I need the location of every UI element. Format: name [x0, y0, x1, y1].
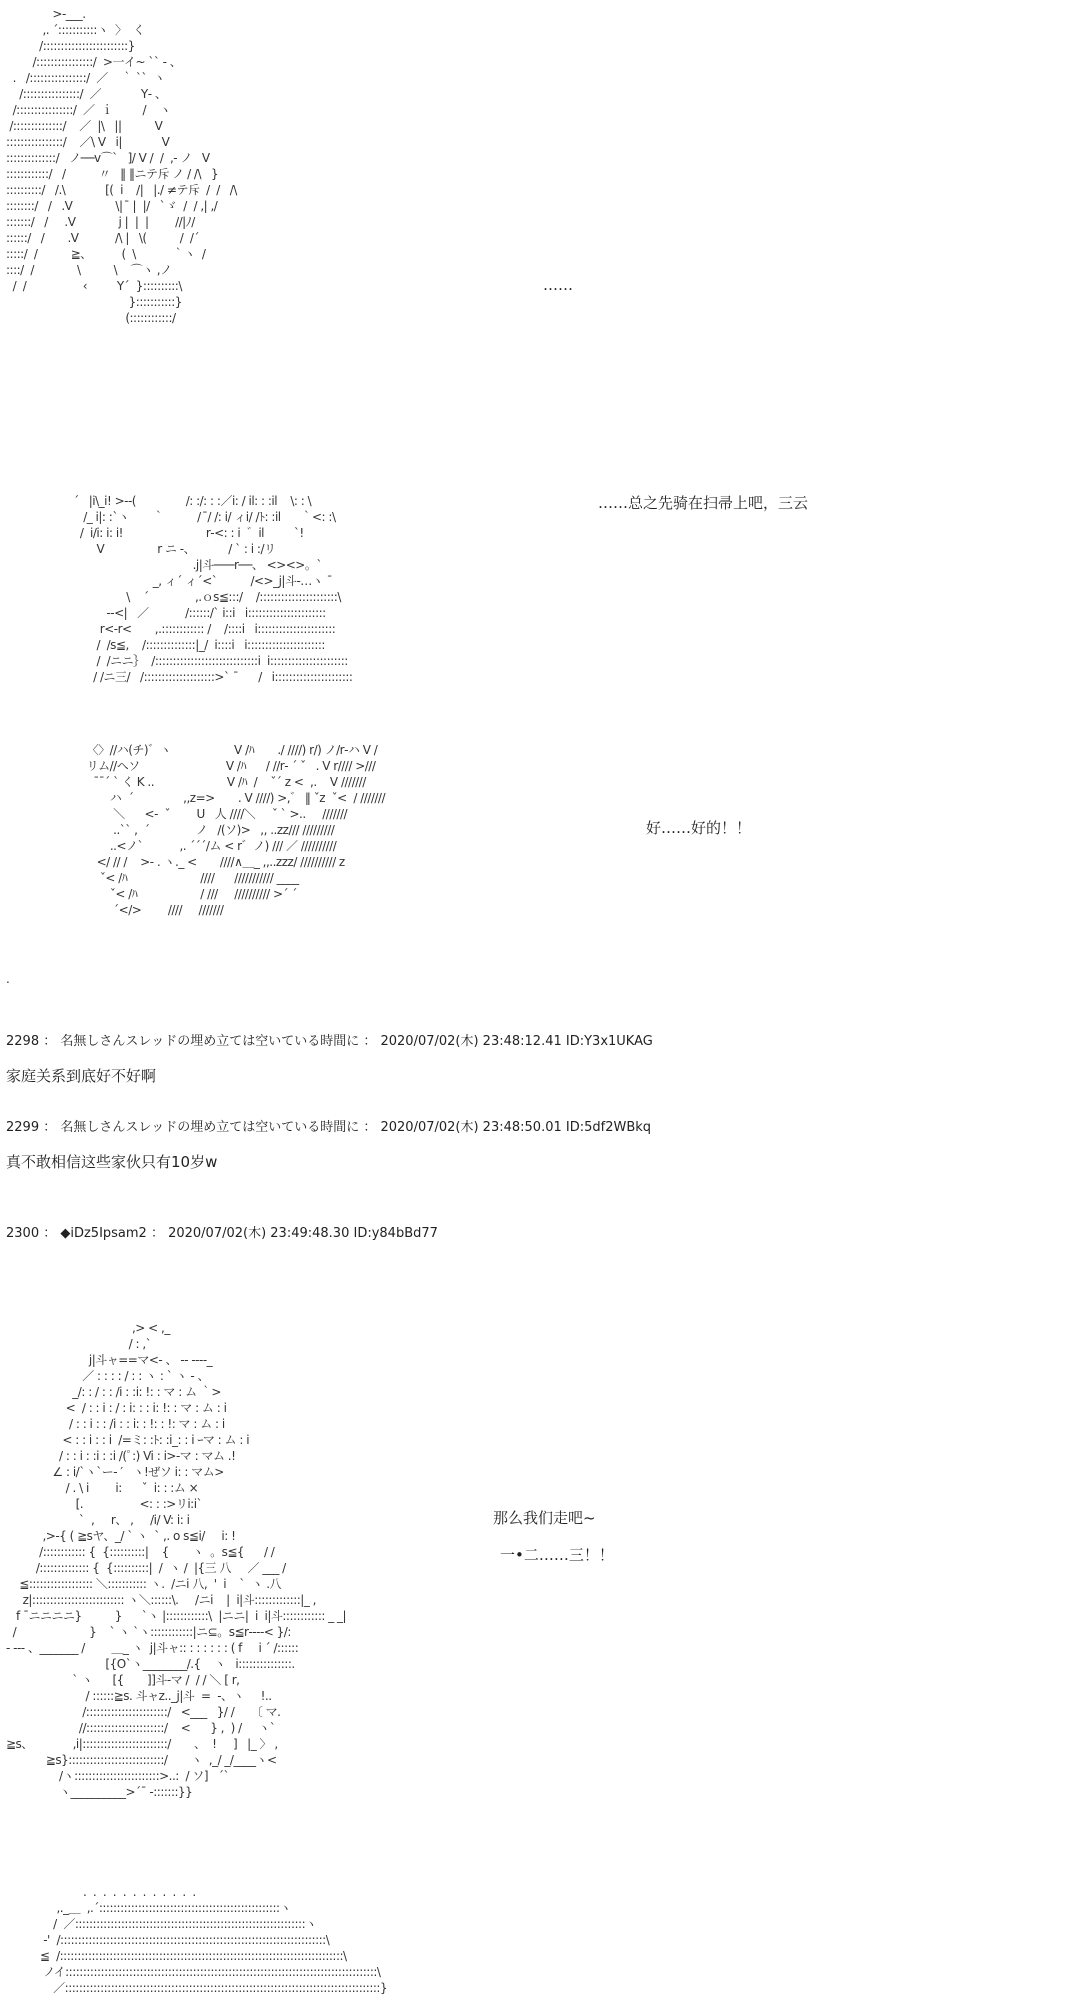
- dialogue-ride-broom: ……总之先骑在扫帚上吧，三云: [598, 494, 809, 512]
- post-body-2299: 真不敢相信这些家伙只有10岁w: [6, 1153, 218, 1171]
- dialogue-ellipsis: ……: [543, 276, 573, 294]
- post-header-2299: 2299 ： 名無しさんスレッドの埋め立ては空いている時間に ： 2020/07/02(木) 23:48:50.01 ID:5df2WBkq: [6, 1120, 652, 1135]
- stray-dot: .: [6, 972, 10, 986]
- post-header-2298: 2298 ： 名無しさんスレッドの埋め立ては空いている時間に ： 2020/07/02(木) 23:48:12.41 ID:Y3x1UKAG: [6, 1034, 653, 1049]
- ascii-art-panel-hair-closeup: >-___. ,. ´:::::::::::ヽ 〉 く /::::::::::::::::::::::::} /::::::::::::::::/ >一イ~ `` ‐ 、 . /::::::::::::::::/ ／ ｀ `` ヽ /::::::::::::::::/ ／ Y‐ 、 /::::::::::::::::/ ／ ｉ / ヽ /::::::::::::::/ ／ |\ || V ::::::::::::::::/ ／\ V i| V ::::::::::::::/ ノ──v⌒` ]/ V / / ,‐ ノ V ::::::::::::/ / 〃 ‖ ‖ニテ斥 ノ / /\ } ::::::::::/ /.\ [( i /| |./ ≠テ斥 / / /\ ::::::::/ / .V \| ̄ | |/ `ゞ / / ,| ,/ :::::::/ / .V j | | | //|ﾉ/ ::::::/ / .V /\ | \( / /´ :::::/ / ≧、 ( \ ｀ヽ / ::::/ / \ \ ⌒ヽ ,ノ / / ‹ Y´ }::::::::::\ }:::::::::::} (::::::::::::/: [6, 7, 237, 325]
- ascii-art-panel-shy-reply: 〈〉//ハ(チ)゛ヽ V /ﾊ ./ ////) r/) ノ/r‐ハ V / リム//ヘソ V /ﾊ / //r‐ ´ ˇ . V r//// >/// ¯¯´ ` く K .. V /ﾊ / ˇ´ z < ,. V /////// ハ ´ ,,z=> . V ////) >,゛ ‖ ˇz ˇ< / /////// ＼ <‐ ˇ U 人 ////＼ ˇ ` >.. /////// ..`` , ´ ノ /(ソ)> ,, ..zz/// ///////// ..<ノ` ,. ´´´/ム < r゛ノ) /// ／ ////////// </ // / >‐ . ヽ._ < ////∧＿_ ,,..zzz/ ////////// z ˇ< /ﾊ //// /////////// ____ ˇ< /ﾊ / /// ////////// >´ ´ ´</> //// ///////: [86, 743, 386, 917]
- dialogue-countdown: 一•二……三！！: [500, 1546, 614, 1564]
- dialogue-okay: 好……好的！！: [646, 819, 752, 837]
- post-body-2298: 家庭关系到底好不好啊: [6, 1067, 157, 1085]
- ascii-art-panel-cropped-bottom: . . . . . . . . . . . . ,._＿ ,.´:::::::::::::::::::::::::::::::::::::::::::::::::::ヽ / ／:::::::::::::::::::::::::::::::::::::::::::::::::::::::::::::::::ヽ ‐' /:::::::::::::::::::::::::::::::::::::::::::::::::::::::::::::::::::::::::::\ ≦ /::::::::::::::::::::::::::::::::::::::::::::::::::::::::::::::::::::::::::::::::\ ノイ::::::::::::::::::::::::::::::::::::::::::::::::::::::::::::::::::::::::::::::::::::::::\ ／:::::::::::::::::::::::::::::::::::::::::::::::::::::::::::::::::::::::::::::::::::::::::}: [39, 1885, 388, 1995]
- post-header-2300: 2300 ： ◆iDz5Ipsam2 ： 2020/07/02(木) 23:49:48.30 ID:y84bBd77: [6, 1226, 438, 1241]
- ascii-art-panel-flying-pose: ,> < ,_ / : ,` j|斗ャ==マ<‐ 、 ‐‐ ‐‐‐‐_ ／ : : : : / : : ヽ : ` ヽ ‐ 、 _/: : / : : /i : :i: !: : マ : ム ｀> < / : : i : / : i: : : i: !: : マ : ム : i / : : i : : /i : : i: : !: : !: マ : ム : i < : : i : : i /=ミ: :ﾄ: :i_: : i ｰマ : ム : i / : : i : :i : :i /(ﾟ:) Vi : i>‐マ : マム .! ∠ : i/`ヽ`ー‐ ′ ヽ!ぜソ i: : マム> / . \ i i: ˇ i: : :ム × [. <: : :>リi:i` ` , r、 , /i/ V: i: i ,>‐{ ( ≧sヤ、_/ ` ヽ ` ,. o s≦i/ i: ! /:::::::::::: { {::::::::::| { ヽ 。s≦{ / / /:::::::::::::: { {::::::::::| / ヽ / |{三 八 ／ ___ / ≦:::::::::::::::::: ＼::::::::::: ヽ. /ニi 八, ' i ` ヽ .八 z|:::::::::::::::::::::::::: ヽ＼::::::\. /ニi | i|斗:::::::::::::|_ , f ¯ニニニニ} } `ヽ |::::::::::::\ |ニニ| i i|斗:::::::::::: _ _| / } ` ヽ `ヽ::::::::::::|ニ⊆。s≦r‐‐‐‐< }/: ‐ ‐‐‐ 、_______ / ＿_ ヽ j|斗ャ:: : : : : : : ( f i ´ /:::::: [{O`ヽ________/.{ ヽ i:::::::::::::::. ` ヽ [{ ]]斗‐マ / / / ＼ [ r, / ::::::≧s. 斗ャz.._j|斗 = -、ヽ !.. /:::::::::::::::::::::::/ <___ }/ / 〔 マ. //::::::::::::::::::::::/ < } , ) / ヽ` ≧s、 ,i|::::::::::::::::::::::::/ 、 ! ] |_ 〉 , ≧s}:::::::::::::::::::::::::::/ ヽ ,_/ _/____ヽ< /ヽ::::::::::::::::::::::::>..: / ソ] ´` ヽ__________>´¯ ‐:::::::}}: [6, 1321, 347, 1799]
- ascii-art-panel-broom-riders: ´ |i\_i! >‐-( /: :/: : :／i: / il: : :il \: : \ /_ i|: :`ヽ ｀ / ̄/ /: i/ ィi/ /ﾄ: :il ｀<: :\ / i/i: i: i! r‐<: : i ゛il `! V r ニ ‐、 / ` : i :/リ .j|斗───r──、 <><>。` _, ィ´ ィ´<` /<>_j|斗‐…ヽ ¯ \ ´ ,.ｏs≦:::/ /::::::::::::::::::::::\ ‐‐<| ／ /::::::/` i::i i:::::::::::::::::::::: r<‐r< ,.:::::::::::: / /::::i i:::::::::::::::::::::: / /s≦, /::::::::::::::|_/ i::::i i:::::::::::::::::::::: / /ニニ｝ /:::::::::::::::::::::::::::::i i:::::::::::::::::::::: / /ニ三/ /::::::::::::::::::::>` ¯ / i::::::::::::::::::::::: [73, 494, 353, 684]
- dialogue-lets-go: 那么我们走吧~: [493, 1509, 596, 1527]
